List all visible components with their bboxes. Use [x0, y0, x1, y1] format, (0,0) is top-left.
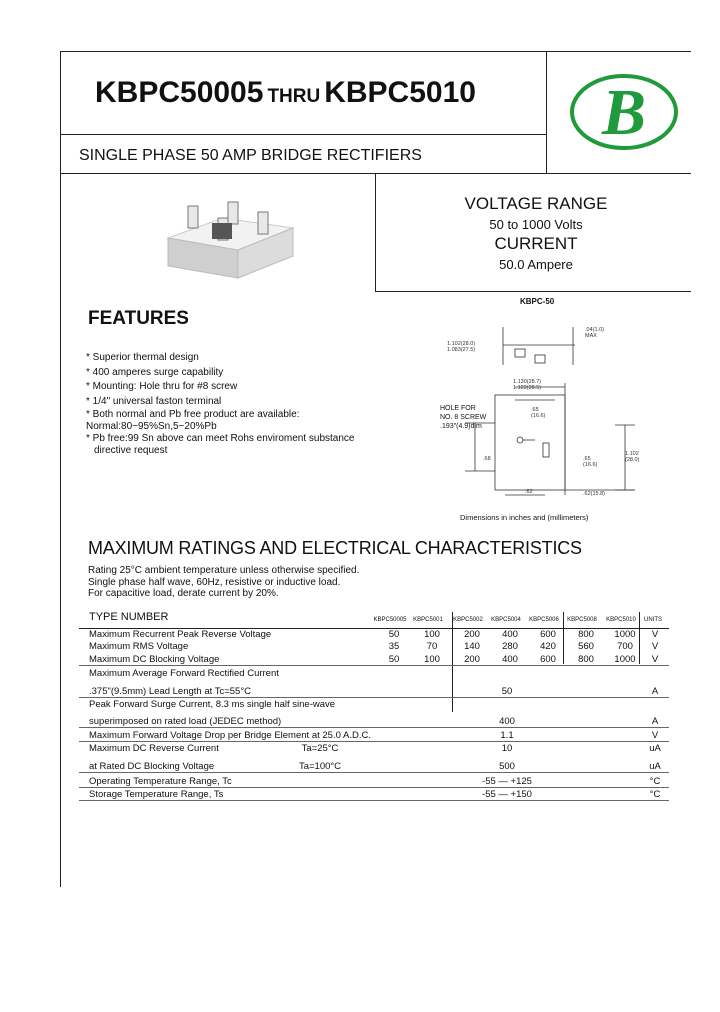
cell-unit: uA [649, 743, 661, 754]
bridge-rectifier-image [163, 198, 303, 284]
row-rule [79, 741, 669, 742]
row-label: Peak Forward Surge Current, 8.3 ms single half sine-wave [89, 699, 336, 710]
svg-text:.68: .68 [483, 456, 491, 462]
cell-value: 600 [540, 629, 556, 640]
table-row [0, 668, 720, 680]
column-header: UNITS [644, 617, 662, 623]
cell-value: -55 — +125 [482, 776, 532, 787]
cell-value: 420 [540, 641, 556, 652]
row-label: Maximum Average Forward Rectified Current [89, 668, 279, 679]
company-logo [568, 72, 680, 152]
row-label: Maximum RMS Voltage [89, 641, 189, 652]
cell-value: 35 [388, 641, 400, 652]
features-list [86, 351, 355, 457]
type-number-label: TYPE NUMBER [89, 611, 169, 623]
svg-text:B: B [601, 76, 647, 149]
cell-value: 50 [388, 654, 400, 665]
cell-value: 560 [578, 641, 594, 652]
svg-text:1.122(28.5): 1.122(28.5) [513, 385, 542, 391]
note-line: Rating 25°C ambient temperature unless otherwise specified. [88, 565, 360, 576]
cell-value: 800 [578, 629, 594, 640]
row-label: Maximum Forward Voltage Drop per Bridge Element at 25.0 A.D.C. [89, 730, 371, 741]
row-rule [79, 727, 669, 728]
cell-value: 500 [499, 761, 515, 772]
cell-value: 140 [464, 641, 480, 652]
cell-value: 50 [388, 629, 400, 640]
cell-value: 100 [424, 654, 440, 665]
table-row [0, 789, 720, 801]
cell-value: 10 [501, 743, 513, 754]
feature-item: * Mounting: Hole thru for #8 screw [86, 381, 238, 392]
row-label: Maximum DC Reverse Current [89, 743, 219, 754]
table-row [0, 716, 720, 728]
row-label: superimposed on rated load (JEDEC method) [89, 716, 282, 727]
column-header: KBPC5010 [606, 617, 636, 623]
column-header: KBPC5006 [529, 617, 559, 623]
cell-unit: V [651, 654, 659, 665]
svg-text:1.083(27.5): 1.083(27.5) [447, 347, 476, 353]
feature-item: directive request [94, 445, 168, 456]
row-rule [79, 787, 669, 788]
cell-unit: V [651, 629, 659, 640]
feature-item: Normal:80~95%Sn,5~20%Pb [86, 421, 217, 432]
spec-block [386, 194, 686, 272]
row-label: .375"(9.5mm) Lead Length at Tc=55°C [89, 686, 251, 697]
frame-top-line [60, 51, 691, 52]
cell-value: 70 [426, 641, 438, 652]
cell-value: 400 [499, 716, 515, 727]
svg-text:1.102(28.0): 1.102(28.0) [447, 341, 476, 347]
svg-text:.65: .65 [583, 456, 591, 462]
svg-text:.04(1.0): .04(1.0) [585, 327, 604, 333]
row-condition: Ta=25°C [301, 743, 339, 754]
cell-value: 600 [540, 654, 556, 665]
column-header: KBPC5008 [567, 617, 597, 623]
frame-title-divider [60, 134, 546, 135]
voltage-range-label: VOLTAGE RANGE [464, 194, 608, 213]
table-row [0, 743, 720, 755]
package-name: KBPC-50 [520, 297, 555, 306]
feature-item: * 1/4" universal faston terminal [86, 395, 222, 407]
svg-text:.62(15.8): .62(15.8) [583, 491, 606, 497]
cell-value: 200 [464, 654, 480, 665]
svg-text:.65: .65 [531, 407, 539, 413]
cell-value: 1.1 [500, 730, 514, 741]
svg-text:(16.6): (16.6) [531, 413, 546, 419]
cell-unit: °C [649, 789, 661, 800]
voltage-range-value: 50 to 1000 Volts [489, 217, 583, 232]
cell-unit: °C [649, 776, 661, 787]
frame-spec-bottom [375, 291, 691, 292]
svg-text:.62: .62 [525, 489, 533, 495]
cell-value: 100 [424, 629, 440, 640]
row-label: Operating Temperature Range, Tc [89, 776, 232, 787]
frame-logo-divider [546, 51, 547, 173]
table-row [0, 629, 720, 641]
cell-unit: uA [649, 761, 661, 772]
current-label: CURRENT [494, 234, 578, 253]
svg-text:1.102: 1.102 [625, 451, 639, 457]
cell-unit: A [651, 686, 659, 697]
row-rule [79, 697, 669, 698]
cell-value: 800 [578, 654, 594, 665]
feature-item: * Pb free:99 Sn above can meet Rohs enviroment substance [86, 433, 355, 444]
column-header: KBPC5002 [453, 617, 483, 623]
ratings-heading: MAXIMUM RATINGS AND ELECTRICAL CHARACTERISTICS [88, 538, 582, 558]
current-value: 50.0 Ampere [499, 257, 573, 272]
table-row [0, 654, 720, 666]
cell-value: -55 — +150 [482, 789, 532, 800]
ratings-notes [88, 565, 359, 600]
page-title: KBPC50005 THRU KBPC5010 [95, 76, 476, 109]
table-row [0, 730, 720, 742]
cell-unit: A [651, 716, 659, 727]
cell-value: 50 [501, 686, 513, 697]
frame-spec-divider [375, 173, 376, 291]
table-row [0, 776, 720, 788]
cell-value: 1000 [614, 654, 636, 665]
svg-text:(16.6): (16.6) [583, 462, 598, 468]
row-rule [79, 665, 669, 666]
table-row [0, 686, 720, 698]
cell-value: 200 [464, 629, 480, 640]
table-row [0, 641, 720, 653]
column-header: KBPC50005 [373, 617, 407, 623]
cell-value: 400 [502, 654, 518, 665]
row-label: Maximum Recurrent Peak Reverse Voltage [89, 629, 272, 640]
column-header: KBPC5001 [413, 617, 443, 623]
feature-item: * Superior thermal design [86, 352, 199, 363]
note-line: Single phase half wave, 60Hz, resistive or inductive load. [88, 576, 341, 588]
drawing-caption: Dimensions in inches and (millimeters) [460, 513, 589, 522]
cell-unit: V [651, 730, 659, 741]
cell-value: 280 [502, 641, 518, 652]
cell-unit: V [651, 641, 659, 652]
features-heading: FEATURES [88, 308, 189, 329]
feature-item: * Both normal and Pb free product are available: [86, 409, 300, 420]
hole-note: HOLE FOR NO. 8 SCREW .193"(4.9)dim [440, 405, 487, 430]
table-row [0, 699, 720, 711]
svg-text:1.130(28.7): 1.130(28.7) [513, 379, 542, 385]
note-line: For capacitive load, derate current by 20%. [88, 588, 279, 599]
cell-value: 1000 [614, 629, 636, 640]
row-label: Storage Temperature Range, Ts [89, 789, 224, 800]
svg-text:MAX: MAX [585, 333, 597, 339]
feature-item: * 400 amperes surge capability [86, 366, 224, 378]
cell-value: 700 [617, 641, 633, 652]
row-label: Maximum DC Blocking Voltage [89, 654, 220, 665]
row-rule [79, 772, 669, 773]
row-condition: Ta=100°C [298, 761, 342, 772]
cell-value: 400 [502, 629, 518, 640]
row-rule [79, 800, 669, 801]
table-row [0, 761, 720, 773]
svg-text:(28.0): (28.0) [625, 457, 640, 463]
row-label: at Rated DC Blocking Voltage [89, 761, 215, 772]
column-header: KBPC5004 [491, 617, 521, 623]
page-subtitle: SINGLE PHASE 50 AMP BRIDGE RECTIFIERS [79, 147, 422, 164]
